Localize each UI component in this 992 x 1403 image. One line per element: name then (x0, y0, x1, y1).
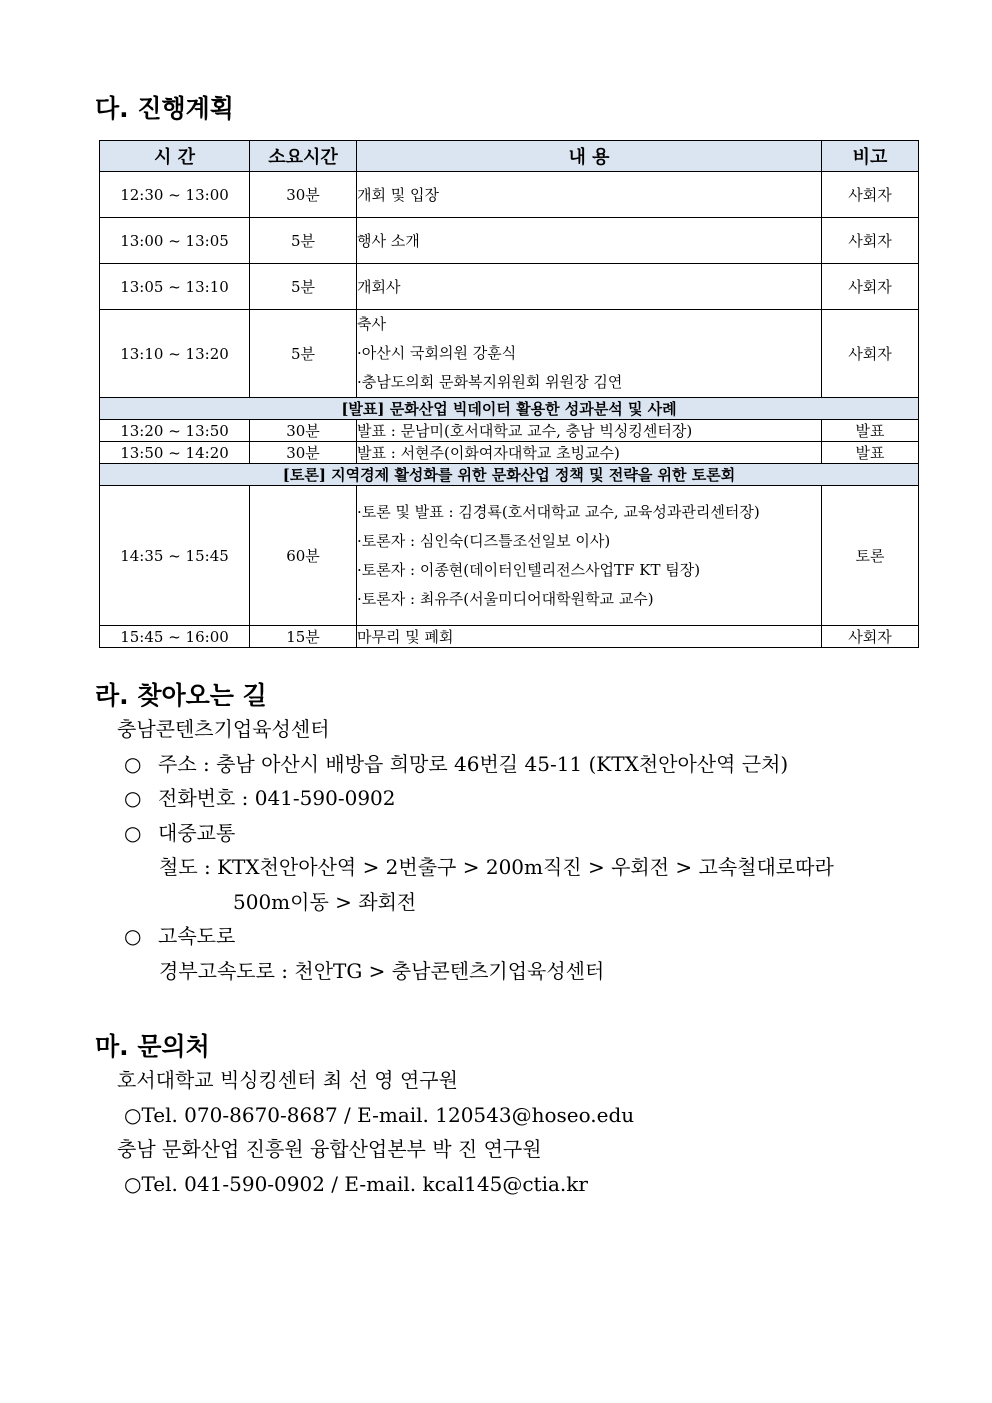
table-row (100, 218, 919, 264)
highway-route: 경부고속도로 : 천안TG > 충남콘텐츠기업육성센터 (159, 958, 605, 983)
cell-duration: 30분 (250, 442, 357, 464)
contact1-info: ○Tel. 070-8670-8687 / E-mail. 120543@hoseo.edu (124, 1102, 635, 1127)
cell-content: 행사 소개 (357, 218, 822, 264)
cell-note: 발표 (822, 420, 919, 442)
cell-duration: 15분 (250, 626, 357, 648)
contact1-name: 호서대학교 빅싱킹센터 최 선 영 연구원 (117, 1068, 458, 1092)
transit-label: 대중교통 (158, 820, 236, 845)
contact-block (117, 1063, 634, 1201)
bullet-icon: ○ (124, 786, 142, 810)
header-content: 내 용 (357, 141, 822, 172)
address-line (117, 747, 834, 782)
table-row (100, 264, 919, 310)
cell-duration: 30분 (250, 420, 357, 442)
contact2-name: 충남 문화산업 진흥원 융합산업본부 박 진 연구원 (117, 1137, 542, 1161)
content-line: 축사 (357, 315, 386, 333)
cell-note: 사회자 (822, 172, 919, 218)
bullet-icon: ○ (124, 820, 142, 845)
content-line: ·토론 및 발표 : 김경룍(호서대학교 교수, 교육성과관리센터장) (357, 502, 760, 521)
cell-time: 12:30 ~ 13:00 (100, 172, 250, 218)
address-text: 주소 : 충남 아산시 배방읍 희망로 46번길 45-11 (KTX천안아산역 근처) (158, 751, 789, 776)
header-time: 시 간 (100, 141, 250, 172)
cell-time: 15:45 ~ 16:00 (100, 626, 250, 648)
cell-duration: 60분 (250, 486, 357, 626)
section-label: [토론] 지역경제 활성화를 위한 문화산업 정책 및 전략을 위한 토론회 (100, 464, 919, 486)
cell-content: 발표 : 서현주(이화여자대학교 초빙교수) (357, 442, 822, 464)
table-row (100, 486, 919, 626)
highway-label: 고속도로 (158, 924, 236, 948)
table-header-row (100, 141, 919, 172)
cell-time: 13:05 ~ 13:10 (100, 264, 250, 310)
cell-note: 사회자 (822, 310, 919, 398)
cell-note: 토론 (822, 486, 919, 626)
cell-content (357, 310, 822, 398)
cell-duration: 5분 (250, 218, 357, 264)
content-line: ·충남도의회 문화복지위원회 위원장 김연 (357, 373, 623, 391)
header-duration: 소요시간 (250, 141, 357, 172)
cell-time: 13:00 ~ 13:05 (100, 218, 250, 264)
bullet-icon: ○ (124, 751, 142, 776)
highway-line (117, 919, 834, 954)
cell-content (357, 486, 822, 626)
cell-time: 13:50 ~ 14:20 (100, 442, 250, 464)
header-note: 비고 (822, 141, 919, 172)
section-title-contact: 마. 문의처 (95, 1032, 210, 1061)
table-row (100, 310, 919, 398)
table-row (100, 172, 919, 218)
schedule-table (99, 140, 919, 648)
cell-time: 14:35 ~ 15:45 (100, 486, 250, 626)
cell-duration: 5분 (250, 264, 357, 310)
content-line: ·토론자 : 심인숙(디즈틀조선일보 이사) (357, 531, 611, 550)
cell-note: 사회자 (822, 264, 919, 310)
table-row (100, 442, 919, 464)
venue-name: 충남콘텐츠기업육성센터 (117, 717, 330, 741)
contact2-info: ○Tel. 041-590-0902 / E-mail. kcal145@ctia.kr (124, 1171, 588, 1196)
cell-content: 개회 및 입장 (357, 172, 822, 218)
cell-duration: 30분 (250, 172, 357, 218)
rail-route-line-2: 500m이동 > 좌회전 (233, 889, 417, 914)
rail-route-line-1: 철도 : KTX천안아산역 > 2번출구 > 200m직진 > 우회전 > 고속철대로따라 (159, 855, 834, 879)
cell-time: 13:20 ~ 13:50 (100, 420, 250, 442)
cell-content: 마무리 및 폐회 (357, 626, 822, 648)
cell-time: 13:10 ~ 13:20 (100, 310, 250, 398)
cell-note: 사회자 (822, 218, 919, 264)
section-title-directions: 라. 찾아오는 길 (95, 681, 267, 710)
content-line: ·토론자 : 최유주(서울미디어대학원학교 교수) (357, 589, 654, 608)
cell-duration: 5분 (250, 310, 357, 398)
directions-block (117, 712, 834, 988)
transit-line (117, 816, 834, 851)
section-row-presentation (100, 398, 919, 420)
cell-note: 사회자 (822, 626, 919, 648)
cell-note: 발표 (822, 442, 919, 464)
table-row (100, 420, 919, 442)
section-title-schedule: 다. 진행계획 (95, 94, 234, 123)
content-line: ·토론자 : 이종현(데이터인텔리전스사업TF KT 팀장) (357, 560, 701, 579)
content-line: ·아산시 국회의원 강훈식 (357, 344, 517, 362)
phone-line (117, 781, 834, 816)
bullet-icon: ○ (124, 924, 142, 948)
section-label: [발표] 문화산업 빅데이터 활용한 성과분석 및 사례 (100, 398, 919, 420)
cell-content: 발표 : 문남미(호서대학교 교수, 충남 빅싱킹센터장) (357, 420, 822, 442)
section-row-discussion (100, 464, 919, 486)
phone-text: 전화번호 : 041-590-0902 (158, 786, 396, 810)
cell-content: 개회사 (357, 264, 822, 310)
table-row (100, 626, 919, 648)
